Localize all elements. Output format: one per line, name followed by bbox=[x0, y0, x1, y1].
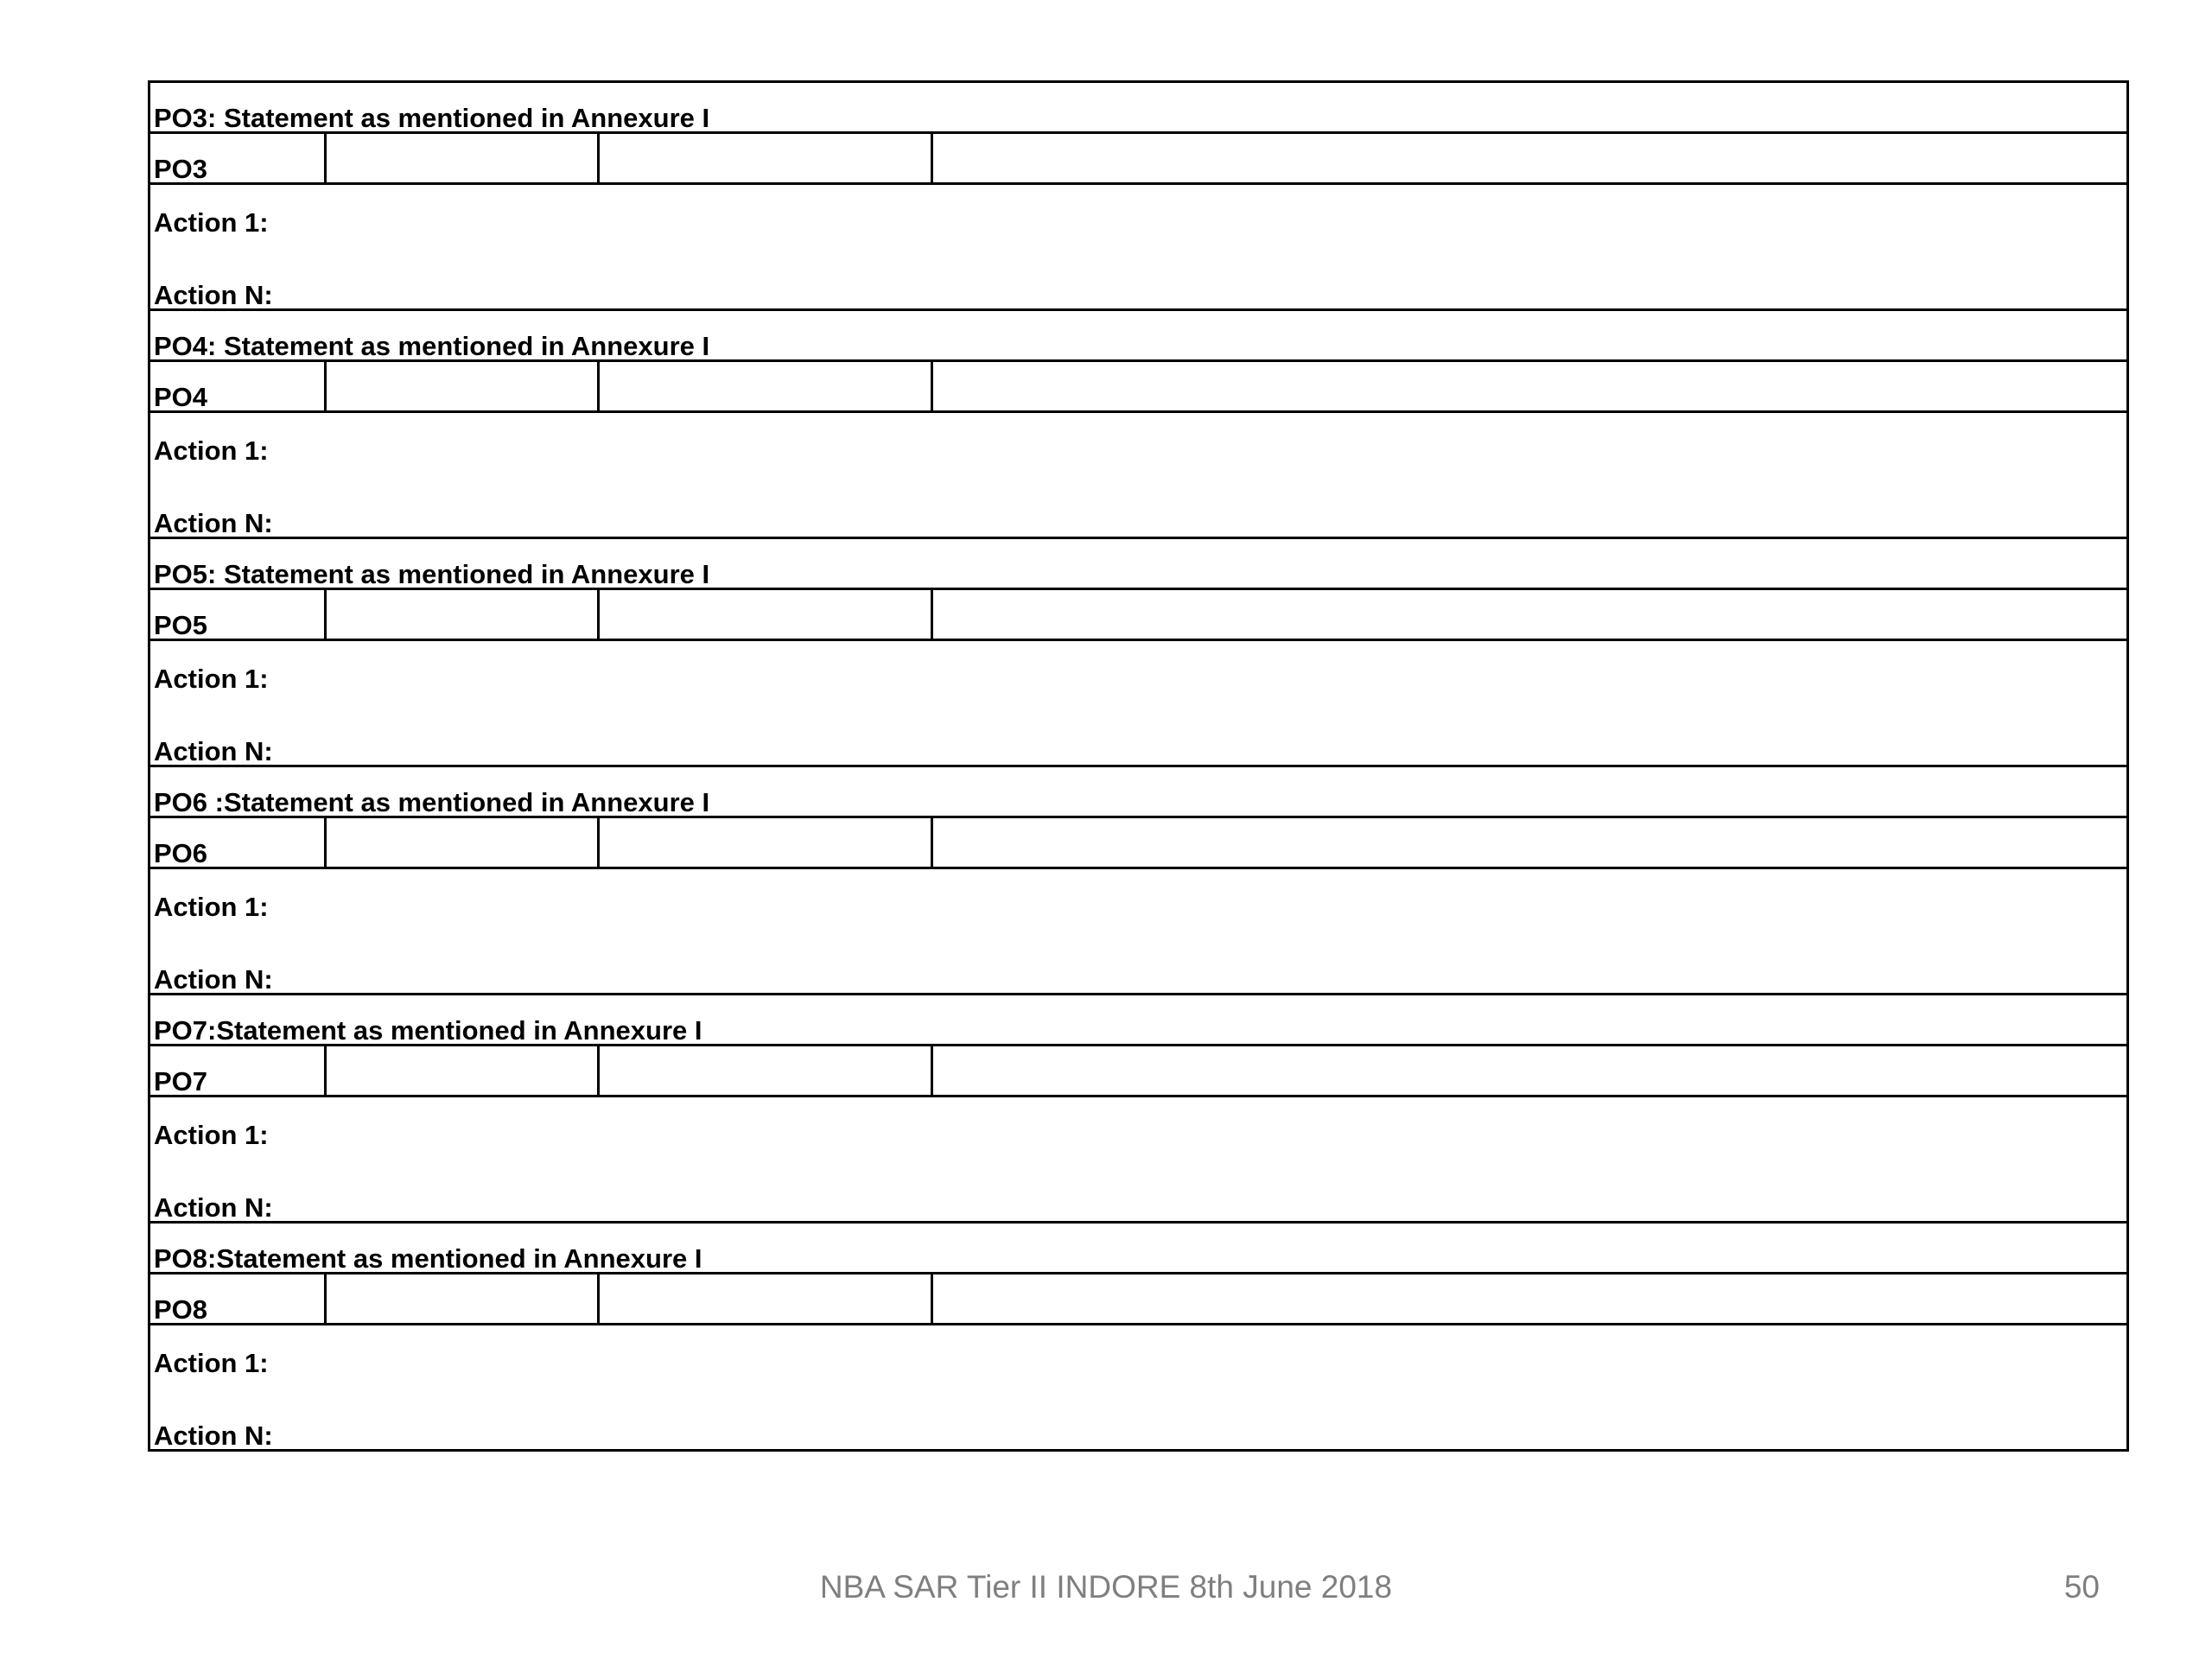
po-code-cell bbox=[149, 1274, 326, 1325]
po-heading-row bbox=[149, 538, 2128, 589]
empty-cell bbox=[599, 817, 932, 868]
po-code: PO5 bbox=[154, 610, 208, 640]
po-table-body bbox=[149, 82, 2128, 1451]
po-code-cell bbox=[149, 1046, 326, 1096]
po-code-row bbox=[149, 133, 2128, 184]
po-heading: PO3: Statement as mentioned in Annexure I bbox=[154, 103, 710, 133]
action-first: Action 1: bbox=[154, 664, 269, 694]
po-actions-cell bbox=[149, 412, 2128, 538]
empty-cell bbox=[326, 133, 599, 184]
po-actions-cell bbox=[149, 1325, 2128, 1451]
action-last: Action N: bbox=[154, 280, 273, 310]
action-last: Action N: bbox=[154, 508, 273, 538]
empty-cell bbox=[932, 361, 2128, 412]
empty-cell bbox=[326, 1274, 599, 1325]
footer-title: NBA SAR Tier II INDORE 8th June 2018 bbox=[819, 1569, 1393, 1605]
po-heading-cell bbox=[149, 538, 2128, 589]
po-heading-cell bbox=[149, 766, 2128, 817]
po-actions-cell bbox=[149, 1096, 2128, 1223]
po-code-row bbox=[149, 1274, 2128, 1325]
po-heading-cell bbox=[149, 310, 2128, 361]
action-first: Action 1: bbox=[154, 435, 269, 466]
po-heading-row bbox=[149, 995, 2128, 1046]
empty-cell bbox=[599, 133, 932, 184]
action-first: Action 1: bbox=[154, 892, 269, 922]
po-actions-row bbox=[149, 640, 2128, 766]
page-number: 50 bbox=[2063, 1569, 2100, 1605]
action-last: Action N: bbox=[154, 964, 273, 995]
action-first: Action 1: bbox=[154, 1120, 269, 1150]
po-actions-cell bbox=[149, 184, 2128, 310]
action-first: Action 1: bbox=[154, 1348, 269, 1378]
empty-cell bbox=[326, 361, 599, 412]
empty-cell bbox=[932, 817, 2128, 868]
empty-cell bbox=[599, 589, 932, 640]
empty-cell bbox=[326, 1046, 599, 1096]
po-code: PO6 bbox=[154, 838, 208, 868]
po-heading-row bbox=[149, 766, 2128, 817]
po-code: PO4 bbox=[154, 382, 208, 412]
po-heading-row bbox=[149, 310, 2128, 361]
po-heading-row bbox=[149, 82, 2128, 133]
po-code-row bbox=[149, 589, 2128, 640]
po-heading: PO7:Statement as mentioned in Annexure I bbox=[154, 1015, 702, 1046]
empty-cell bbox=[932, 1274, 2128, 1325]
action-last: Action N: bbox=[154, 1421, 273, 1451]
po-code-cell bbox=[149, 133, 326, 184]
empty-cell bbox=[326, 817, 599, 868]
empty-cell bbox=[599, 1046, 932, 1096]
po-heading-row bbox=[149, 1223, 2128, 1274]
po-actions-row bbox=[149, 1325, 2128, 1451]
po-actions-row bbox=[149, 1096, 2128, 1223]
po-code-row bbox=[149, 1046, 2128, 1096]
action-first: Action 1: bbox=[154, 207, 269, 238]
empty-cell bbox=[326, 589, 599, 640]
po-heading-cell bbox=[149, 1223, 2128, 1274]
empty-cell bbox=[932, 589, 2128, 640]
po-heading-cell bbox=[149, 82, 2128, 133]
po-code: PO7 bbox=[154, 1066, 208, 1096]
po-heading: PO6 :Statement as mentioned in Annexure I bbox=[154, 787, 710, 817]
po-heading: PO5: Statement as mentioned in Annexure I bbox=[154, 559, 710, 589]
po-actions-row bbox=[149, 868, 2128, 995]
empty-cell bbox=[932, 133, 2128, 184]
empty-cell bbox=[599, 1274, 932, 1325]
po-heading: PO8:Statement as mentioned in Annexure I bbox=[154, 1243, 702, 1274]
po-heading: PO4: Statement as mentioned in Annexure I bbox=[154, 331, 710, 361]
po-code: PO3 bbox=[154, 154, 208, 184]
action-last: Action N: bbox=[154, 736, 273, 766]
po-code-cell bbox=[149, 817, 326, 868]
po-code: PO8 bbox=[154, 1294, 208, 1325]
empty-cell bbox=[599, 361, 932, 412]
po-actions-row bbox=[149, 184, 2128, 310]
po-actions-table bbox=[148, 80, 2129, 1452]
po-actions-cell bbox=[149, 640, 2128, 766]
empty-cell bbox=[932, 1046, 2128, 1096]
po-code-cell bbox=[149, 361, 326, 412]
po-actions-cell bbox=[149, 868, 2128, 995]
po-heading-cell bbox=[149, 995, 2128, 1046]
po-code-cell bbox=[149, 589, 326, 640]
action-last: Action N: bbox=[154, 1192, 273, 1223]
po-code-row bbox=[149, 361, 2128, 412]
po-code-row bbox=[149, 817, 2128, 868]
po-actions-row bbox=[149, 412, 2128, 538]
